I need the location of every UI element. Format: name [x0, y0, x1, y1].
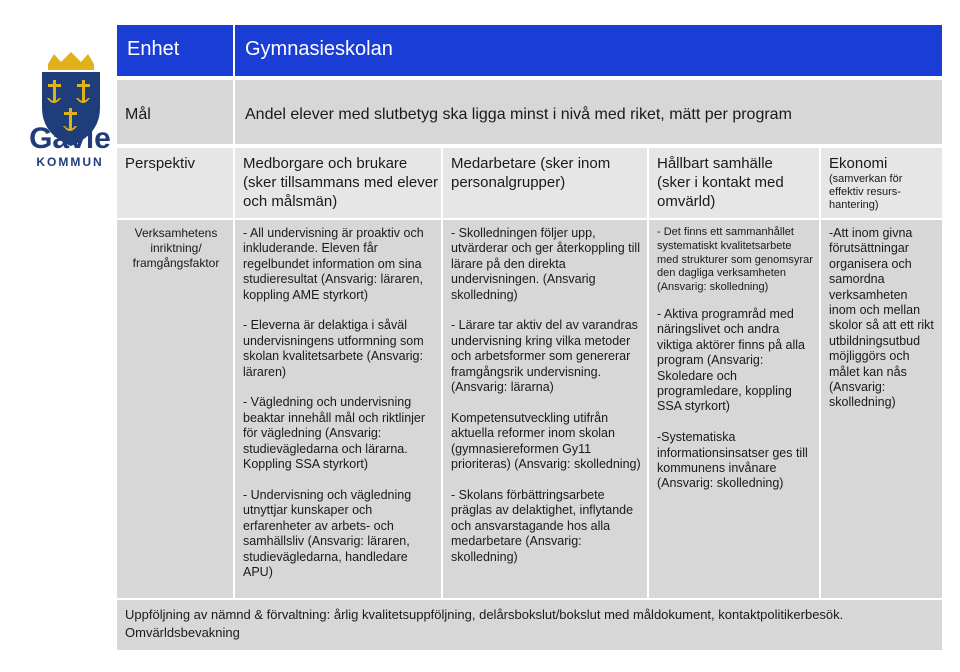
logo-name: Gävle: [29, 122, 111, 155]
perspektiv-label: Perspektiv: [117, 148, 233, 218]
verksamhet-medarbetare: - Skolledningen följer upp, utvärderar och ger återkoppling till lärare på den direkta undervisningen. (Ansvarig skolledning) - Lärare tar aktiv del av varandras undervisning kring vilka metoder och arbetsformer som genererar framgångsrik undervisning. (Ansvarig: lärarna) Kompetensutveckling utifrån aktuella reformer inom skolan (gymnasiereformen Gy11 prioriteras) (Ansvarig: skolledning) - Skolans förbättringsarbete präglas av delaktighet, inflytande och ansvarstagande hos alla medarbetare (Ansvarig: skolledning): [443, 220, 647, 598]
verksamhet-medborgare: - All undervisning är proaktiv och inkluderande. Eleven får regelbundet information om sina studieresultat (Ansvarig: läraren, koppling AME styrkort) - Eleverna är delaktiga i såväl undervisningens utformning som skolan kvalitetsarbete (Ansvarig: läraren) - Vägledning och undervisning beaktar innehåll mål och riktlinjer för vägledning (Ansvarig: studievägledarna och lärarna. Koppling SSA styrkort) - Undervisning och vägledning utnyttjar kunskaper och erfarenheter av arbets- och samhällsliv (Ansvarig: läraren, studievägledarna, handledare APU): [235, 220, 441, 598]
ekonomi-title: Ekonomi: [829, 155, 888, 172]
perspektiv-hallbart: Hållbart samhälle (sker i kontakt med omvärld): [649, 148, 819, 218]
logo-subtitle: KOMMUN: [36, 155, 104, 169]
ekonomi-subtitle: (samverkan för effektiv resurs-hantering): [829, 173, 903, 211]
footer-line-2: Omvärldsbevakning: [125, 625, 240, 640]
perspektiv-medborgare: Medborgare och brukare (sker tillsammans med elever och målsmän): [235, 148, 441, 218]
verksamhet-ekonomi: -Att inom givna förutsättningar organisera och samordna verksamheten inom och mellan skolor så att ett rikt utbildningsutbud möjliggörs och målet kan nås (Ansvarig: skolledning): [821, 220, 942, 598]
mal-label: Mål: [117, 80, 233, 144]
mal-text: Andel elever med slutbetyg ska ligga minst i nivå med riket, mätt per program: [235, 80, 942, 144]
hallbart-item-kvalitet: - Det finns ett sammanhållet systematiskt kvalitetsarbete med strukturer som genomsyrar den dagliga verksamheten (Ansvarig: skolledning): [657, 226, 813, 294]
enhet-value: Gymnasieskolan: [235, 25, 942, 76]
enhet-label: Enhet: [117, 25, 233, 76]
uppfoljning-footer: [117, 600, 942, 650]
verksamhet-label: Verksamhetens inriktning/ framgångsfaktor: [117, 220, 233, 598]
verksamhet-hallbart: [649, 220, 819, 598]
footer-line-1: Uppföljning av nämnd & förvaltning: årlig kvalitetsuppföljning, delårsbokslut/bokslut med måldokument, kontaktpolitikerbesök.: [125, 607, 844, 622]
hallbart-item-programrad: - Aktiva programråd med näringslivet och andra viktiga aktörer finns på alla program (Ansvarig: Skoledare och programledare, koppling SSA styrkort) -Systematiska informationsinsatser ges till kommunens invånare (Ansvarig: skolledning): [657, 306, 808, 491]
perspektiv-ekonomi: [821, 148, 942, 218]
perspektiv-medarbetare: Medarbetare (sker inom personalgrupper): [443, 148, 647, 218]
